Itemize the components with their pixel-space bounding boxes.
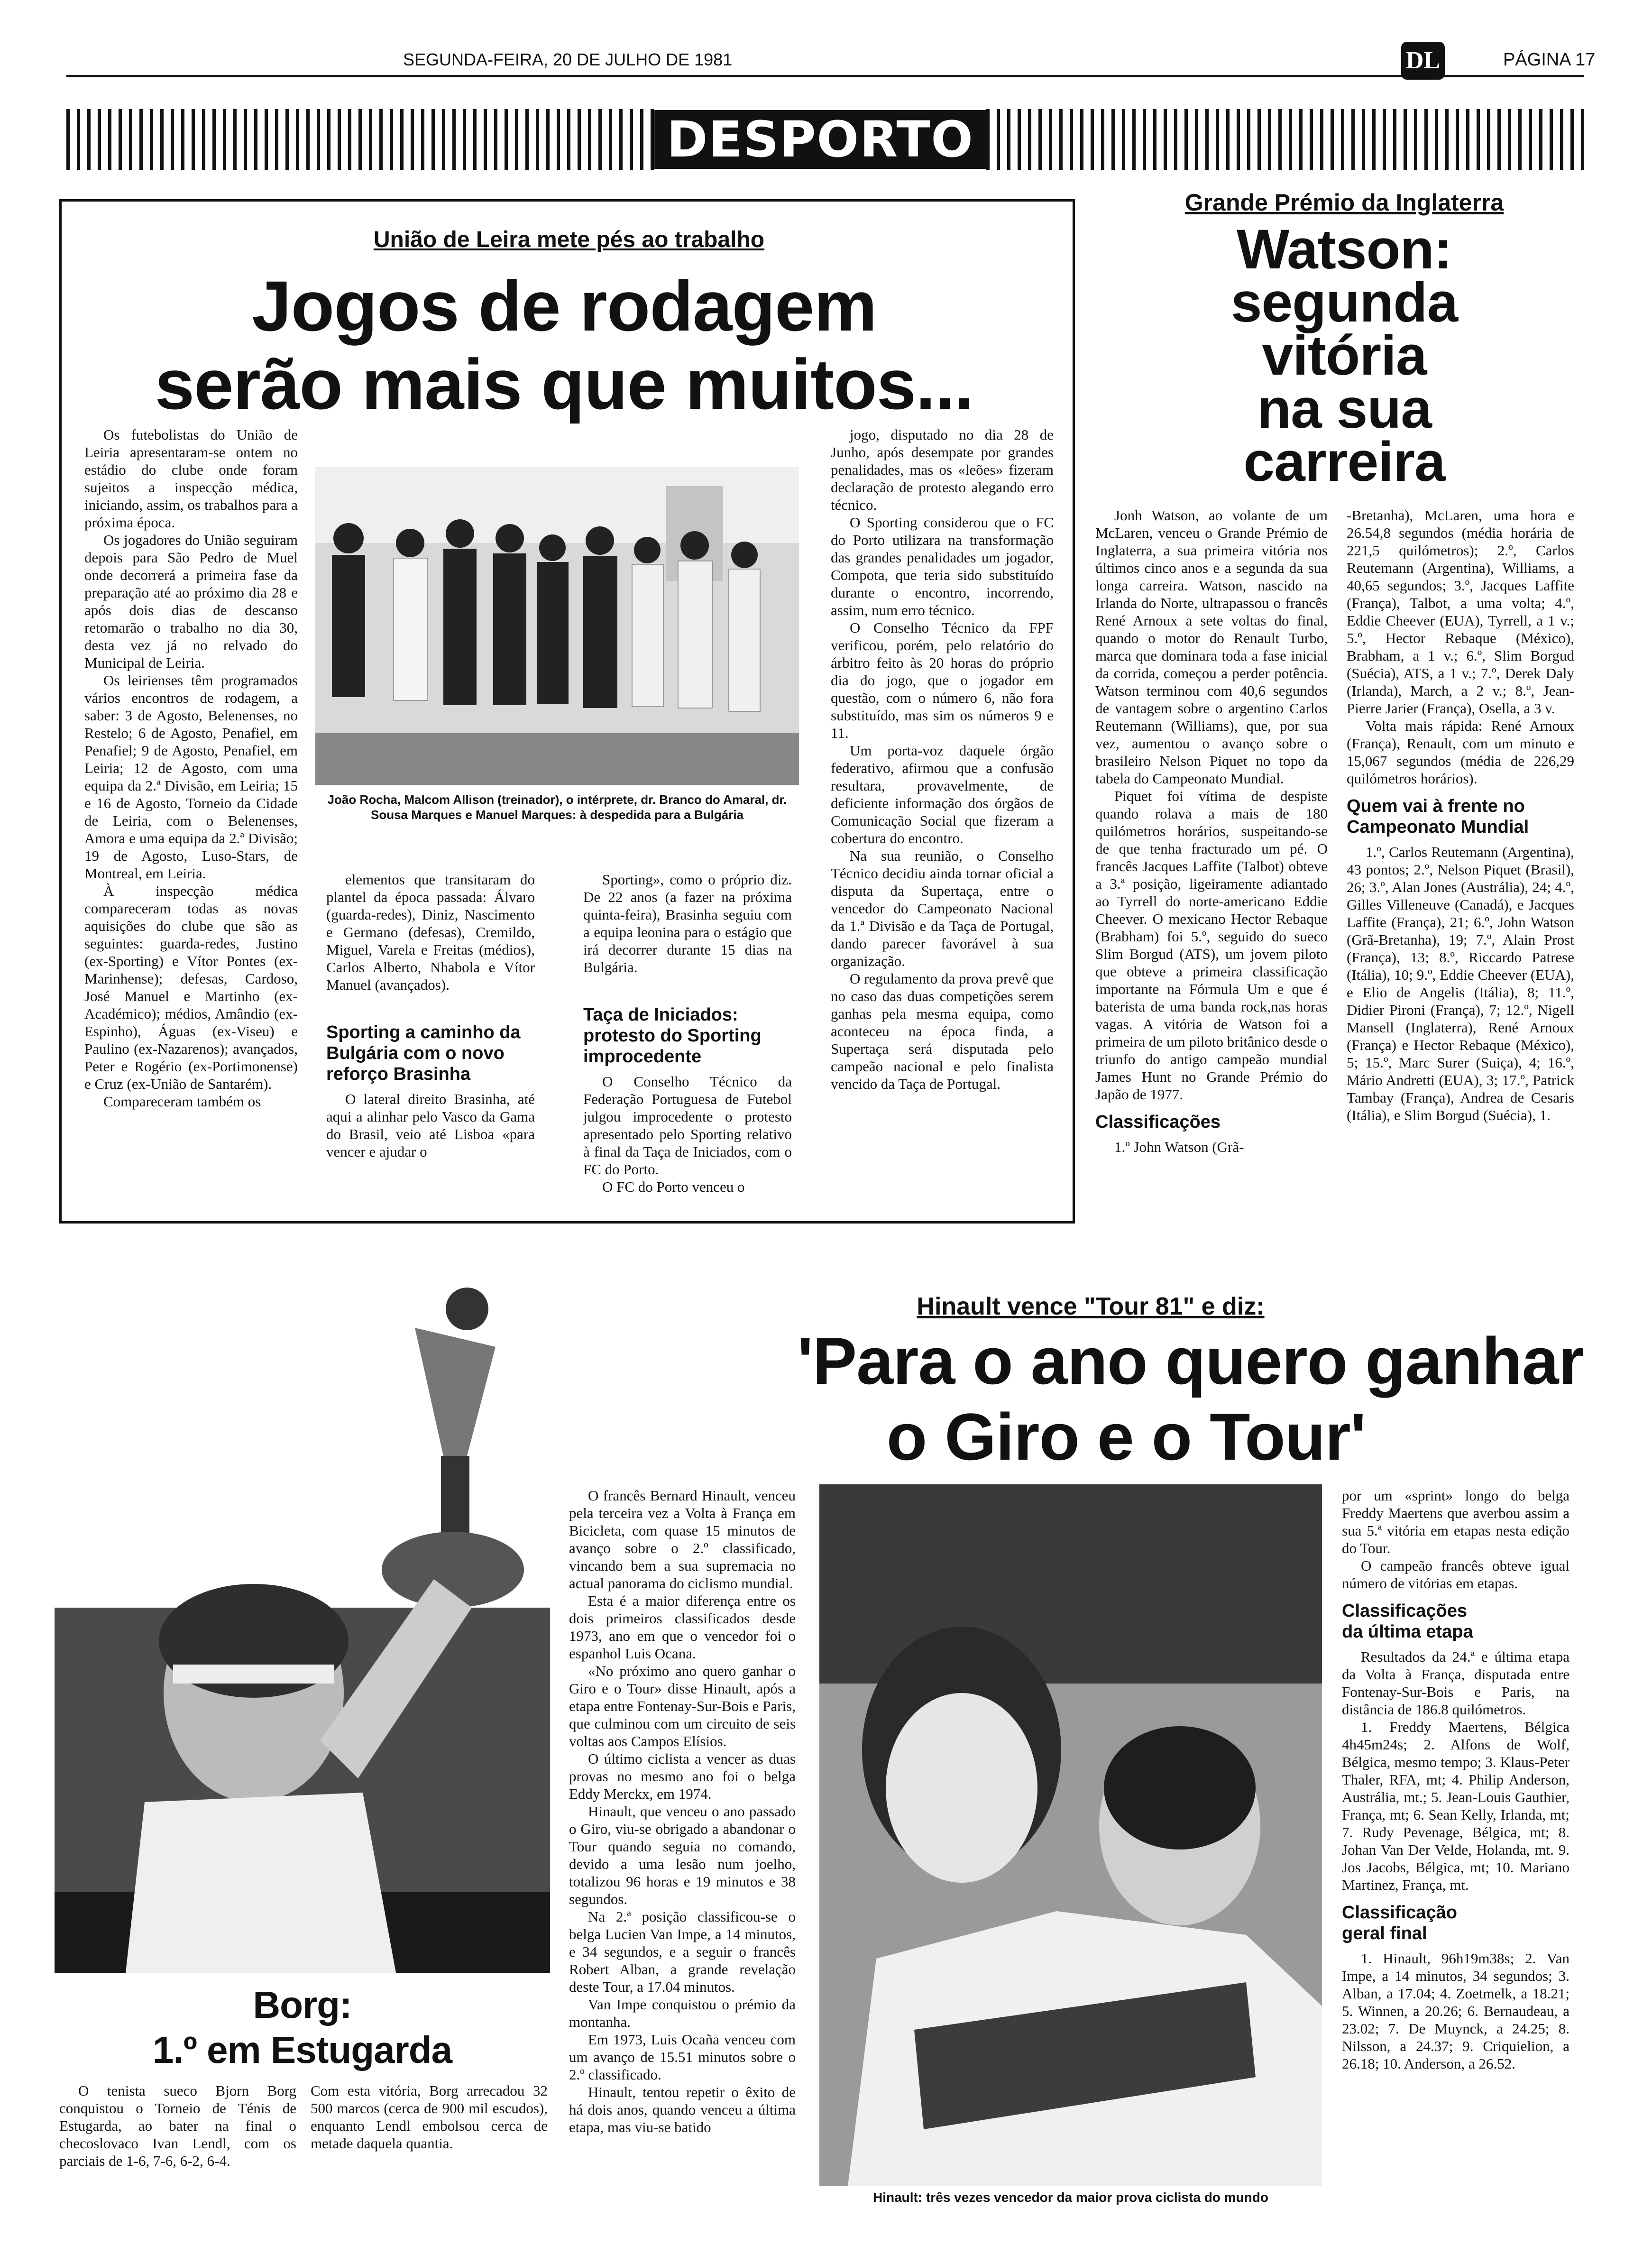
- paragraph: Hinault, que venceu o ano passado o Giro, viu-se obrigado a abandonar o Tour quando seguia no comando, devido a uma lesão num joelho, totalizou 96 horas e 19 minutos e 38 segundos.: [569, 1803, 796, 1907]
- hinault-headline-line1: 'Para o ano quero ganhar: [797, 1324, 1584, 1398]
- page-number: PÁGINA 17: [1503, 50, 1596, 70]
- hinault-headline-line2: o Giro e o Tour': [886, 1399, 1366, 1474]
- hinault-photo-caption: Hinault: três vezes vencedor da maior prova ciclista do mundo: [872, 2190, 1268, 2205]
- classificacoes-subheading: Classificações: [1095, 1112, 1221, 1132]
- paragraph: Os jogadores do União seguiram depois para São Pedro de Muel onde decorrerá a primeira fase da preparação até ao próximo dia 28 e após dois dias de descanso retomarão o trabalho no dia 30, desta vez já no relvado do Municipal de Leiria.: [84, 532, 298, 671]
- paragraph: Os leirienses têm programados vários encontros de rodagem, a saber: 3 de Agosto, Belenenses, no Restelo; 6 de Agosto, Penafiel, em Penafiel; 9 de Agosto, Penafiel, em Leiria; 12 de Agosto, com uma equipa da 2.ª Divisão, em Leiria; 15 e 16 de Agosto, Torneio da Cidade de Leiria, com o Belenenses, Amora e uma equipa da 2.ª Divisão; 19 de Agosto, Luso-Stars, de Montreal, em Leiria.: [84, 672, 298, 882]
- borg-column-1: [59, 2082, 296, 2170]
- paragraph: O tenista sueco Bjorn Borg conquistou o Torneio de Ténis de Estugarda, ao bater na final o checoslovaco Ivan Lendl, com os parciais de 1-6, 7-6, 6-2, 6-4.: [59, 2082, 296, 2169]
- paragraph: O Conselho Técnico da FPF verificou, porém, pelo relatório do árbitro feito às 20 horas do próprio dia do jogo, que o jogador em questão, com o número 6, não fora substituído, mas sim os números 9 e 11.: [831, 619, 1054, 741]
- newspaper-logo: DL: [1401, 42, 1445, 80]
- uniao-column-4: [831, 426, 1054, 1093]
- paragraph: 1.º John Watson (Grã-: [1114, 1139, 1244, 1155]
- uniao-headline-line2: serão mais que muitos...: [155, 344, 974, 424]
- paragraph: Com esta vitória, Borg arrecadou 32 500 marcos (cerca de 900 mil escudos), enquanto Lendl embolsou cerca de metade daquela quantia.: [311, 2082, 548, 2152]
- masthead-rule: [66, 75, 1584, 77]
- paragraph: elementos que transitaram do plantel da época passada: Álvaro (guarda-redes), Diniz, Nascimento e Germano (defesas), Cremildo, Miguel, Varela e Freitas (médios), Carlos Alberto, Nhabola e Vítor Manuel (avançados).: [326, 871, 535, 993]
- paragraph: 1.º, Carlos Reutemann (Argentina), 43 pontos; 2.º, Nelson Piquet (Brasil), 26; 3.º, Alan Jones (Austrália), 24; 4.º, Gilles Villeneuve (Canadá), e Jacques Laffite (França), 21; 6.º, John Watson (Grã-Bretanha), 19; 7.º, Alain Prost (França), 13; 8.º, Riccardo Patrese (Itália), 10; 9.º, Eddie Cheever (EUA), e Elio de Angelis (Itália), 8; 11.º, Didier Pironi (França), 7; 12.º, Nigell Mansell (Inglaterra), René Arnoux (França) e Hector Rebaque (México), 5; 15.º, Marc Surer (Suiça), 4; 16.º, Mário Andretti (EUA), 3; 17.º, Patrick Tambay (França), Andrea de Cesaris (Itália), e Slim Borgud (Suécia), 1.: [1347, 844, 1574, 1123]
- watson-column-2: [1347, 506, 1574, 1124]
- paragraph: Os futebolistas do União de Leiria apresentaram-se ontem no estádio do clube onde foram sujeitos a inspecção médica, iniciando, assim, os trabalhos para a próxima época.: [84, 426, 298, 531]
- paragraph: Piquet foi vítima de despiste quando rolava a mais de 180 quilómetros horários, suspeitando-se de que tenha fracturado um pé. O francês Jacques Laffite (Talbot) obteve a 3.ª posição, ligeiramente adiantado ao Tyrrell do norte-americano Eddie Cheever. O mexicano Hector Rebaque (Brabham) foi 5.º, seguido do sueco Slim Borgud (ATS), um jovem piloto que obteve a primeira classificação importante na Fórmula Um e que é baterista de uma banda rock,nas horas vagas. A vitória de Watson foi a primeira de um piloto britânico desde o triunfo do antigo campeão mundial James Hunt no Grande Prémio do Japão de 1977.: [1095, 788, 1328, 1103]
- headline-line: segunda: [1230, 271, 1458, 334]
- headline-line: vitória: [1262, 324, 1427, 387]
- headline-line: na sua: [1257, 377, 1432, 440]
- uniao-column-2: [326, 871, 535, 1160]
- section-banner: DESPORTO: [654, 110, 986, 169]
- hinault-kicker: Hinault vence "Tour 81" e diz:: [917, 1293, 1265, 1320]
- paragraph: Volta mais rápida: René Arnoux (França), Renault, com um minuto e 15,067 segundos (média de 226,29 quilómetros horários).: [1347, 718, 1574, 787]
- paragraph: Compareceram também os: [103, 1093, 261, 1110]
- paragraph: Esta é a maior diferença entre os dois primeiros classificados desde 1973, ano em que o vencedor foi o espanhol Luis Ocana.: [569, 1592, 796, 1662]
- uniao-kicker: União de Leira mete pés ao trabalho: [373, 227, 765, 252]
- tennis-player-trophy-illustration: [55, 1276, 550, 1973]
- banner-stripes-left: [66, 109, 654, 170]
- borg-column-2: [311, 2082, 548, 2152]
- cyclist-portrait-illustration: [819, 1484, 1322, 2186]
- page-date: SEGUNDA-FEIRA, 20 DE JULHO DE 1981: [403, 50, 733, 69]
- uniao-column-3: [583, 871, 792, 1196]
- paragraph: Van Impe conquistou o prémio da montanha.: [569, 1996, 796, 2030]
- paragraph: O FC do Porto venceu o: [602, 1178, 745, 1195]
- paragraph: «No próximo ano quero ganhar o Giro e o Tour» disse Hinault, após a etapa entre Fontenay-Sur-Bois e Paris, que culminou com um circuito de seis voltas aos Campos Elísios.: [569, 1663, 796, 1749]
- etapa-subheading: Classificações da última etapa: [1342, 1601, 1473, 1642]
- banner-stripes-right: [986, 109, 1584, 170]
- paragraph: jogo, disputado no dia 28 de Junho, após desempate por grandes penalidades, mas os «leões» fizeram declaração de protesto alegando erro técnico.: [831, 426, 1054, 513]
- headline-line: carreira: [1243, 431, 1445, 493]
- uniao-headline-line1: Jogos de rodagem: [252, 266, 877, 346]
- geral-subheading: Classificação geral final: [1342, 1903, 1457, 1943]
- paragraph: por um «sprint» longo do belga Freddy Maertens que averbou assim a sua 5.ª vitória em etapas nesta edição do Tour.: [1342, 1487, 1569, 1556]
- paragraph: Jonh Watson, ao volante de um McLaren, venceu o Grande Prémio de Inglaterra, a sua primeira vitória nos últimos cinco anos e a segunda da sua longa carreira. Watson, nascido na Irlanda do Norte, ultrapassou o francês René Arnoux a sete voltas do final, quando o motor do Renault Turbo, marca que dominara toda a fase inicial da corrida, começou a perder potência. Watson terminou com 40,6 segundos de vantagem sobre o argentino Carlos Reutemann (Williams), que, por sua vez, aumentou o avanço sobre o brasileiro Nelson Piquet no topo da tabela do Campeonato Mundial.: [1095, 507, 1328, 787]
- paragraph: Em 1973, Luis Ocaña venceu com um avanço de 15.51 minutos sobre o 2.º classificado.: [569, 2031, 796, 2083]
- sporting-subheading: Sporting a caminho da Bulgária com o novo reforço Brasinha: [326, 1022, 521, 1084]
- mundial-subheading: Quem vai à frente no Campeonato Mundial: [1347, 796, 1529, 837]
- paragraph: Um porta-voz daquele órgão federativo, afirmou que a confusão resultara, provavelmente, de deficiente informação dos órgãos de Comunicação Social que fizeram a cobertura do encontro.: [831, 742, 1054, 846]
- paragraph: O francês Bernard Hinault, venceu pela terceira vez a Volta à França em Bicicleta, com quase 15 minutos de avanço sobre o 2.º classificado, vincando bem a sua supremacia no actual panorama do ciclismo mundial.: [569, 1487, 796, 1592]
- watson-headline: [1119, 218, 1569, 493]
- watson-column-1: [1095, 506, 1328, 1156]
- hinault-photo: [819, 1484, 1322, 2186]
- paragraph: O campeão francês obteve igual número de vitórias em etapas.: [1342, 1557, 1569, 1592]
- paragraph: -Bretanha), McLaren, uma hora e 26.54,8 segundos (média horária de 221,5 quilómetros); 2.º, Carlos Reutemann (Argentina), Williams, a 40,65 segundos; 3.º, Jacques Laffite (França), Talbot, a uma volta; 4.º, Eddie Cheever (EUA), Tyrrell, a 1 v.; 5.º, Hector Rebaque (México), Brabham, a 1 v.; 6.º, Slim Borgud (Suécia), ATS, a 1 v.; 7.º, Derek Daly (Irlanda), March, a 2 v.; 8.º, Jean-Pierre Jarier (França), Osella, a 3 v.: [1347, 507, 1574, 717]
- paragraph: O Sporting considerou que o FC do Porto utilizara na transformação das grandes penalidades um jogador, Compota, que teria sido substituído durante o encontro, incorrendo, assim, num erro técnico.: [831, 514, 1054, 618]
- paragraph: À inspecção médica compareceram todas as novas aquisições do clube que são as seguintes: guarda-redes, Justino (ex-Sporting) e Vítor Pontes (ex-Marinhense); defesas, Cardoso, José Manuel e Martinho (ex-Académico); médios, Amândio (ex-Espinho), Águas (ex-Viseu) e Paulino (ex-Nazarenos); avançados, Peter e Rogério (ex-Portimonense) e Cruz (ex-União de Santarém).: [84, 883, 298, 1092]
- uniao-team-photo: [315, 467, 799, 785]
- paragraph: 1. Hinault, 96h19m38s; 2. Van Impe, a 14 minutos, 34 segundos; 3. Alban, a 17.04; 4. Zoetmelk, a 18.21; 5. Winnen, a 20.26; 6. Bernaudeau, a 23.02; 7. De Muynck, a 24.25; 8. Nilsson, a 24.37; 9. Criquielion, a 26.18; 10. Anderson, a 26.52.: [1342, 1950, 1569, 2072]
- paragraph: Na 2.ª posição classificou-se o belga Lucien Van Impe, a 14 minutos, e 34 segundos, e a seguir o francês Robert Alban, a grande revelação deste Tour, a 17.04 minutos.: [569, 1908, 796, 1995]
- paragraph: Na sua reunião, o Conselho Técnico decidiu ainda tornar oficial a disputa da Supertaça, entre o vencedor do Campeonato Nacional da 1.ª Divisão e da Taça de Portugal, dando parecer favorável à sua organização.: [831, 847, 1054, 969]
- uniao-column-1: [84, 426, 298, 1110]
- hinault-column-2: [1342, 1487, 1569, 2072]
- borg-headline-line1: Borg:: [253, 1984, 352, 2026]
- watson-kicker: Grande Prémio da Inglaterra: [1184, 189, 1504, 216]
- paragraph: O regulamento da prova prevê que no caso das duas competições serem ganhas pela mesma equipa, como aconteceu na época finda, a Supertaça será disputada pelo campeão nacional e pelo finalista vencido da Taça de Portugal.: [831, 970, 1054, 1092]
- paragraph: Resultados da 24.ª e última etapa da Volta à França, disputada entre Fontenay-Sur-Bois e Paris, na distância de 186.8 quilómetros.: [1342, 1648, 1569, 1718]
- paragraph: Hinault, tentou repetir o êxito de há dois anos, quando venceu a última etapa, mas viu-se batido: [569, 2084, 796, 2135]
- paragraph: O Conselho Técnico da Federação Portuguesa de Futebol julgou improcedente o protesto apresentado pelo Sporting relativo à final da Taça de Iniciados, com o FC do Porto.: [583, 1073, 792, 1178]
- hinault-column-1: [569, 1487, 796, 2136]
- uniao-photo-caption: João Rocha, Malcom Allison (treinador), o intérprete, dr. Branco do Amaral, dr. Sousa Marques e Manuel Marques: à despedida para a Bulgária: [327, 792, 787, 822]
- borg-photo: [55, 1276, 550, 1973]
- paragraph: Sporting», como o próprio diz. De 22 anos (a fazer na próxima quinta-feira), Brasinha seguiu com a equipa leonina para o estágio que irá decorrer durante 15 dias na Bulgária.: [583, 871, 792, 975]
- headline-line: Watson:: [1237, 218, 1452, 281]
- paragraph: 1. Freddy Maertens, Bélgica 4h45m24s; 2. Alfons de Wolf, Bélgica, mesmo tempo; 3. Klaus-Peter Thaler, RFA, mt; 4. Philip Anderson, Austrália, mt.; 5. Jean-Louis Gauthier, França, mt; 6. Sean Kelly, Irlanda, mt; 7. Rudy Pevenage, Bélgica, mt; 8. Johan Van Der Velde, Holanda, mt. 9. Jos Jacobs, Bélgica, mt; 10. Mariano Martinez, França, mt.: [1342, 1719, 1569, 1893]
- paragraph: O lateral direito Brasinha, até aqui a alinhar pelo Vasco da Gama do Brasil, veio até Lisboa «para vencer e ajudar o: [326, 1091, 535, 1160]
- borg-headline-line2: 1.º em Estugarda: [152, 2029, 452, 2071]
- taca-subheading: Taça de Iniciados: protesto do Sporting improcedente: [583, 1005, 762, 1067]
- group-people-illustration: [315, 467, 799, 785]
- paragraph: O último ciclista a vencer as duas provas no mesmo ano foi o belga Eddy Merckx, em 1974.: [569, 1750, 796, 1802]
